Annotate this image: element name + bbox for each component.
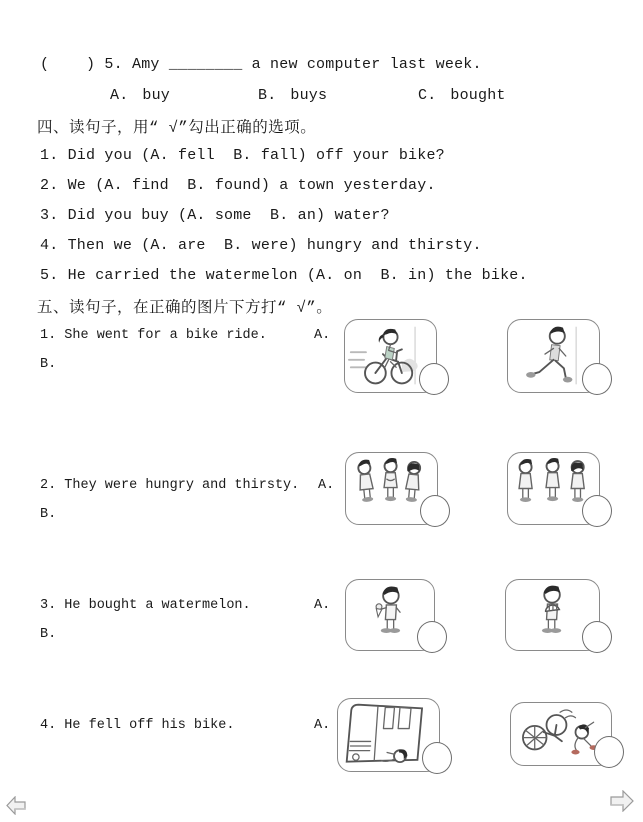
- section-5-item-1-option-a-label: A.: [314, 328, 331, 343]
- answer-circle-3a[interactable]: [417, 621, 447, 653]
- three-children-standing-image[interactable]: [507, 452, 600, 525]
- answer-circle-3b[interactable]: [582, 621, 612, 653]
- three-tired-children-image[interactable]: [345, 452, 438, 525]
- answer-circle-2b[interactable]: [582, 495, 612, 527]
- section-4-item-5: 5. He carried the watermelon (A. on B. in) the bike.: [40, 267, 528, 284]
- answer-circle-1a[interactable]: [419, 363, 449, 395]
- section-5-header: 五、读句子，在正确的图片下方打“ √”。: [37, 299, 333, 317]
- section-5-item-3-option-b-label: B.: [40, 627, 57, 642]
- previous-page-button[interactable]: [6, 796, 26, 815]
- section-5-item-1-sentence: 1. She went for a bike ride.: [40, 328, 267, 343]
- answer-circle-4b[interactable]: [594, 736, 624, 768]
- question-5-option-c: C. bought: [418, 87, 506, 104]
- section-4-item-4: 4. Then we (A. are B. were) hungry and thirsty.: [40, 237, 482, 254]
- section-4-item-3: 3. Did you buy (A. some B. an) water?: [40, 207, 390, 224]
- section-5-item-4-option-a-label: A.: [314, 718, 331, 733]
- section-4-header: 四、读句子，用“ √”勾出正确的选项。: [37, 119, 317, 137]
- section-5-item-3-option-a-label: A.: [314, 598, 331, 613]
- boy-fallen-by-bus-image[interactable]: [337, 698, 440, 772]
- section-5-item-2-sentence: 2. They were hungry and thirsty.: [40, 478, 300, 493]
- previous-page-arrow-icon: [6, 796, 26, 815]
- boy-running-image[interactable]: [507, 319, 600, 393]
- section-4-item-1: 1. Did you (A. fell B. fall) off your bike?: [40, 147, 445, 164]
- question-5-line: ( ) 5. Amy ________ a new computer last week.: [40, 56, 482, 73]
- question-5-option-b: B. buys: [258, 87, 328, 104]
- answer-circle-2a[interactable]: [420, 495, 450, 527]
- next-page-button[interactable]: [610, 790, 634, 812]
- section-5-item-1-option-b-label: B.: [40, 357, 57, 372]
- question-5-option-a: A. buy: [110, 87, 171, 104]
- section-5-item-2-option-b-label: B.: [40, 507, 57, 522]
- boy-holding-ice-cream-image[interactable]: [345, 579, 435, 651]
- section-5-item-4-sentence: 4. He fell off his bike.: [40, 718, 235, 733]
- girl-riding-bike-image[interactable]: [344, 319, 437, 393]
- boy-fallen-off-bike-image[interactable]: [510, 702, 612, 766]
- answer-circle-1b[interactable]: [582, 363, 612, 395]
- section-5-item-2-option-a-label: A.: [318, 478, 335, 493]
- next-page-arrow-icon: [610, 790, 634, 812]
- boy-eating-watermelon-image[interactable]: [505, 579, 600, 651]
- section-5-item-3-sentence: 3. He bought a watermelon.: [40, 598, 251, 613]
- answer-circle-4a[interactable]: [422, 742, 452, 774]
- section-4-item-2: 2. We (A. find B. found) a town yesterday.: [40, 177, 436, 194]
